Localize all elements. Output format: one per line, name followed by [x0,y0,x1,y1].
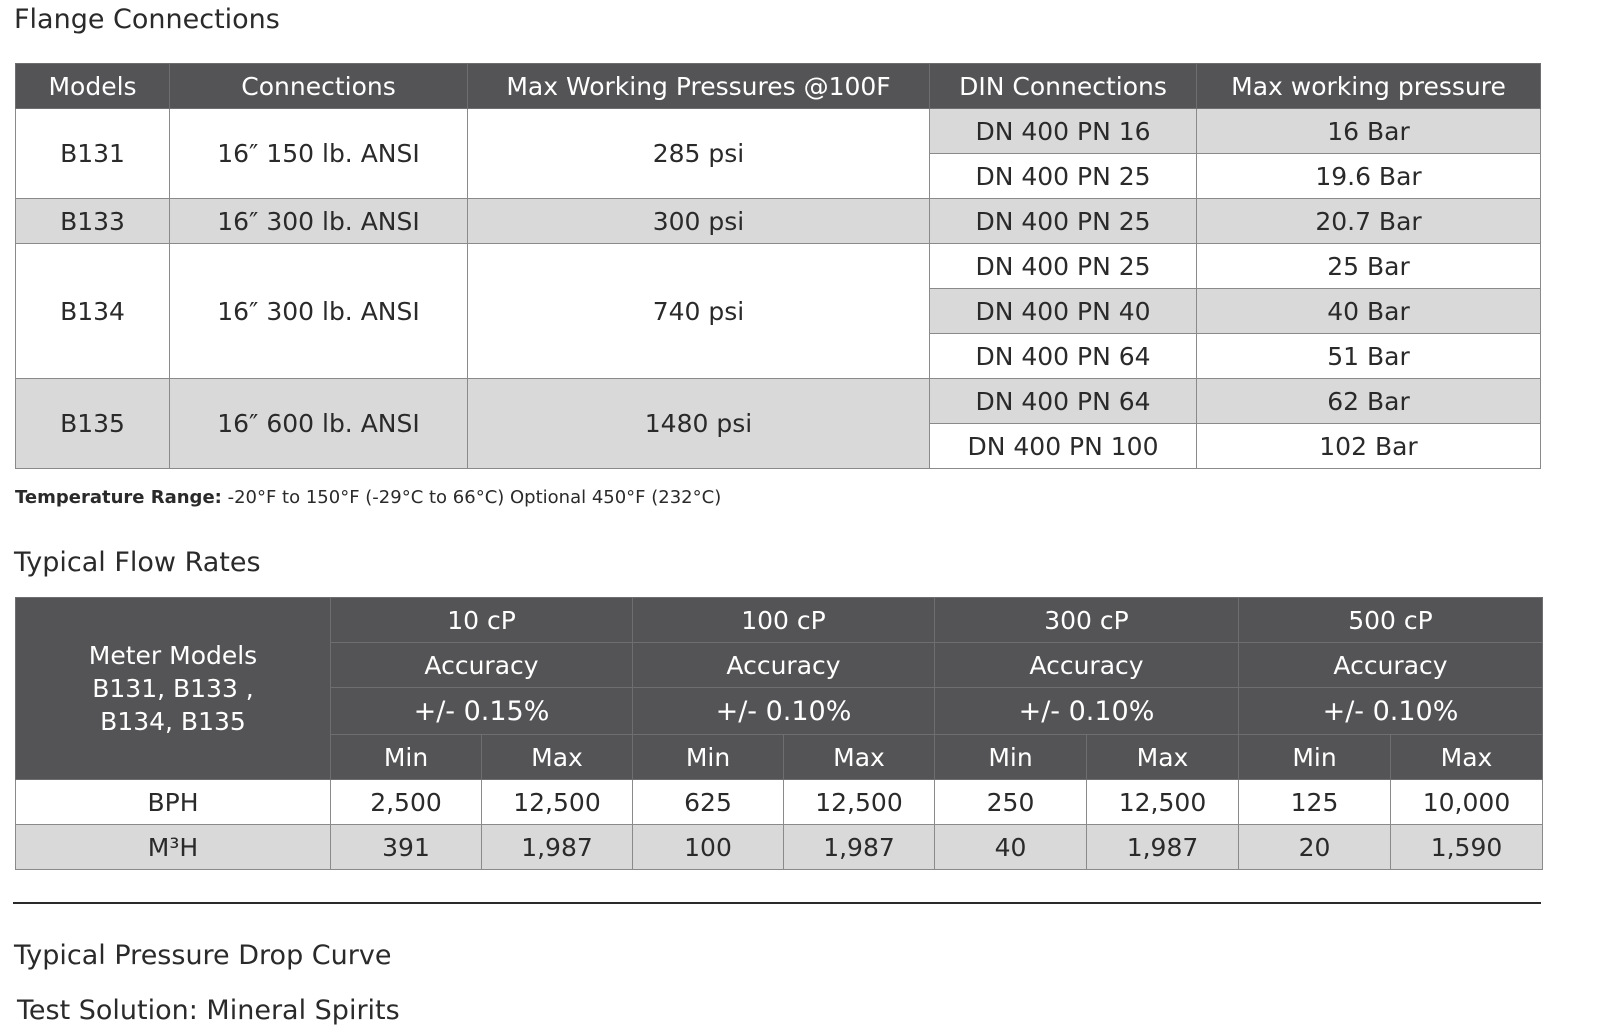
connection-cell: 16″ 600 lb. ANSI [170,379,468,469]
flow-value-cell: 1,590 [1391,825,1543,870]
din-max-cell: 51 Bar [1197,334,1541,379]
section-divider [13,902,1541,904]
unit-label-cell: M³H [16,825,331,870]
model-cell: B134 [16,244,170,379]
min-header: Min [1239,735,1391,780]
header-din-connections: DIN Connections [930,64,1197,109]
max-header: Max [1087,735,1239,780]
max-header: Max [1391,735,1543,780]
pressure-cell: 1480 psi [468,379,930,469]
pressure-cell: 300 psi [468,199,930,244]
flow-value-cell: 12,500 [784,780,935,825]
unit-label-cell: BPH [16,780,331,825]
flow-value-cell: 100 [633,825,784,870]
temperature-range-label: Temperature Range: [15,487,222,508]
din-connection-cell: DN 400 PN 64 [930,379,1197,424]
din-connection-cell: DN 400 PN 25 [930,199,1197,244]
meter-models-line-1: B131, B133 , [92,674,254,703]
flow-value-cell: 2,500 [331,780,482,825]
accuracy-value: +/- 0.10% [1239,688,1543,735]
din-max-cell: 62 Bar [1197,379,1541,424]
min-header: Min [331,735,482,780]
accuracy-label: Accuracy [633,643,935,688]
flow-value-cell: 391 [331,825,482,870]
accuracy-value: +/- 0.15% [331,688,633,735]
table-row [16,379,1541,424]
accuracy-value: +/- 0.10% [935,688,1239,735]
typical-flow-rates-title: Typical Flow Rates [14,547,261,578]
flange-connections-table [15,63,1541,469]
din-connection-cell: DN 400 PN 16 [930,109,1197,154]
pressure-drop-curve-title: Typical Pressure Drop Curve [14,940,392,971]
table-row [16,199,1541,244]
viscosity-header-row [16,598,1543,643]
din-connection-cell: DN 400 PN 40 [930,289,1197,334]
flow-value-cell: 12,500 [1087,780,1239,825]
flow-value-cell: 20 [1239,825,1391,870]
accuracy-label: Accuracy [1239,643,1543,688]
model-cell: B133 [16,199,170,244]
viscosity-header: 100 cP [633,598,935,643]
header-max-working-pressures: Max Working Pressures @100F [468,64,930,109]
min-header: Min [633,735,784,780]
header-connections: Connections [170,64,468,109]
viscosity-header: 300 cP [935,598,1239,643]
din-max-cell: 20.7 Bar [1197,199,1541,244]
table-row [16,109,1541,154]
min-header: Min [935,735,1087,780]
flow-value-cell: 10,000 [1391,780,1543,825]
header-models: Models [16,64,170,109]
accuracy-value: +/- 0.10% [633,688,935,735]
flow-value-cell: 12,500 [482,780,633,825]
model-cell: B135 [16,379,170,469]
meter-models-label: Meter Models [88,641,258,670]
flow-rates-table [15,597,1543,870]
din-connection-cell: DN 400 PN 25 [930,154,1197,199]
pressure-cell: 740 psi [468,244,930,379]
din-connection-cell: DN 400 PN 64 [930,334,1197,379]
din-max-cell: 19.6 Bar [1197,154,1541,199]
temperature-range-note [15,487,721,508]
din-max-cell: 25 Bar [1197,244,1541,289]
flow-value-cell: 40 [935,825,1087,870]
header-max-working-pressure-bar: Max working pressure [1197,64,1541,109]
flow-value-cell: 1,987 [482,825,633,870]
test-solution-text: Test Solution: Mineral Spirits [17,995,400,1026]
viscosity-header: 500 cP [1239,598,1543,643]
connection-cell: 16″ 300 lb. ANSI [170,244,468,379]
flange-header-row [16,64,1541,109]
flow-value-cell: 250 [935,780,1087,825]
pressure-cell: 285 psi [468,109,930,199]
flow-value-cell: 625 [633,780,784,825]
model-cell: B131 [16,109,170,199]
din-max-cell: 102 Bar [1197,424,1541,469]
table-row [16,244,1541,289]
din-max-cell: 16 Bar [1197,109,1541,154]
table-row [16,825,1543,870]
connection-cell: 16″ 300 lb. ANSI [170,199,468,244]
din-max-cell: 40 Bar [1197,289,1541,334]
flow-value-cell: 125 [1239,780,1391,825]
table-row [16,780,1543,825]
temperature-range-text: -20°F to 150°F (-29°C to 66°C) Optional 450°F (232°C) [221,487,722,508]
max-header: Max [482,735,633,780]
max-header: Max [784,735,935,780]
meter-models-line-2: B134, B135 [100,707,246,736]
accuracy-label: Accuracy [935,643,1239,688]
flow-value-cell: 1,987 [784,825,935,870]
din-connection-cell: DN 400 PN 100 [930,424,1197,469]
accuracy-label: Accuracy [331,643,633,688]
viscosity-header: 10 cP [331,598,633,643]
din-connection-cell: DN 400 PN 25 [930,244,1197,289]
flow-value-cell: 1,987 [1087,825,1239,870]
connection-cell: 16″ 150 lb. ANSI [170,109,468,199]
meter-models-header [16,598,331,780]
flange-connections-title: Flange Connections [14,4,280,35]
